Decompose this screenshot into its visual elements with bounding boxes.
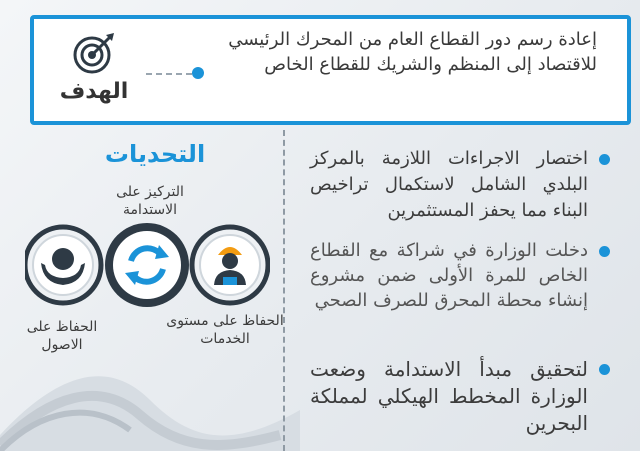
- goal-connector: [146, 73, 192, 75]
- hands-globe-icon: [25, 227, 101, 303]
- bullet-text: دخلت الوزارة في شراكة مع القطاع الخاص للمرة الأولى ضمن مشروع إنشاء محطة المحرق للصرف الصحي: [310, 240, 588, 311]
- focus-label: التركيز على الاستدامة: [116, 184, 184, 218]
- bullet-dot: [599, 246, 610, 257]
- bullet-dot: [599, 154, 610, 165]
- bullet-text: اختصار الاجراءات اللازمة بالمركز البلدي الشامل لاستكمال تراخيص البناء مما يحفز المستثمرين: [310, 148, 588, 221]
- goal-text: إعادة رسم دور القطاع العام من المحرك الرئيسي للاقتصاد إلى المنظم والشريك للقطاع الخاص: [228, 29, 597, 75]
- challenges-title: التحديات: [104, 140, 206, 168]
- goal-box: [30, 15, 631, 125]
- goal-label: الهدف: [59, 79, 129, 104]
- column-divider: [283, 130, 285, 451]
- challenges-circles: [25, 215, 270, 315]
- bullet-dot: [599, 364, 610, 375]
- target-icon: [72, 31, 116, 75]
- bullet-item: [310, 356, 610, 437]
- assets-label: الحفاظ على الاصول: [26, 319, 98, 353]
- goal-badge: [54, 29, 134, 119]
- services-label: الحفاظ على مستوى الخدمات: [166, 313, 284, 347]
- decorative-ribbons: [0, 340, 300, 451]
- bullet-text: لتحقيق مبدأ الاستدامة وضعت الوزارة المخطط الهيكلي لمملكة البحرين: [310, 357, 588, 435]
- engineer-icon: [192, 227, 268, 303]
- bullet-item: [310, 146, 610, 224]
- bullet-item: [310, 238, 610, 313]
- refresh-icon: [105, 223, 189, 307]
